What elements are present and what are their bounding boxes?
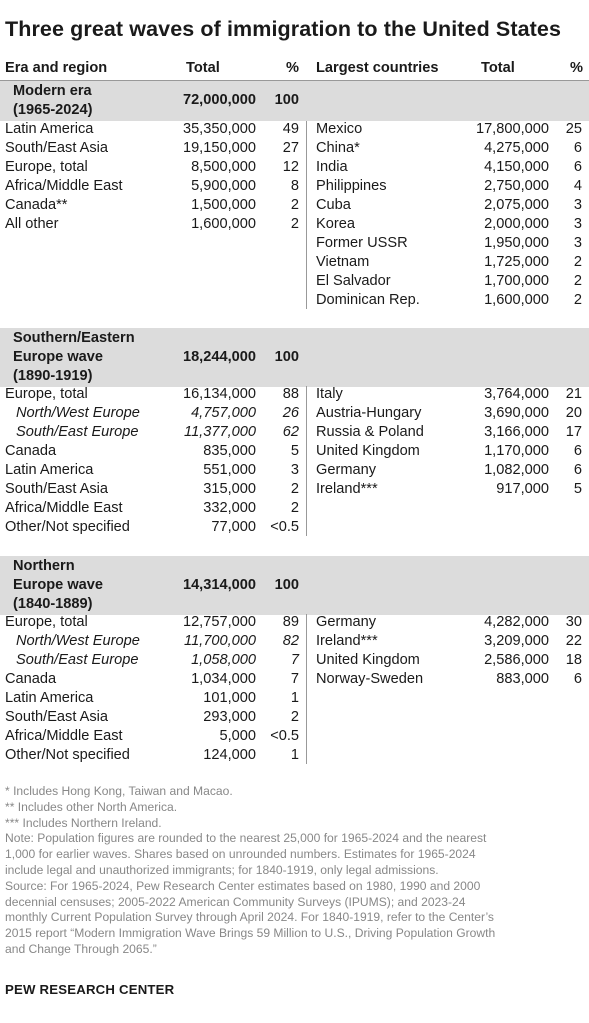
region-name: Europe, total: [5, 159, 88, 175]
country-total: 1,725,000: [484, 254, 549, 270]
country-name: Korea: [316, 216, 355, 232]
region-percent: <0.5: [270, 728, 299, 744]
country-total: 3,166,000: [484, 424, 549, 440]
footnote-line: 2015 report “Modern Immigration Wave Brings 59 Million to U.S., Driving Population Growth: [5, 926, 496, 941]
region-name: Africa/Middle East: [5, 500, 123, 516]
column-divider: [306, 614, 307, 764]
country-name: United Kingdom: [316, 652, 420, 668]
region-name: Europe, total: [5, 386, 88, 402]
region-total: 332,000: [203, 500, 256, 516]
section-label: (1965-2024): [13, 102, 93, 118]
country-percent: 6: [573, 671, 582, 687]
section-label: (1840-1889): [13, 596, 93, 612]
region-percent: 89: [282, 614, 299, 630]
country-percent: 4: [573, 178, 582, 194]
country-total: 1,082,000: [484, 462, 549, 478]
header-total-countries: Total: [481, 60, 515, 76]
country-name: Philippines: [316, 178, 387, 194]
region-name: Canada: [5, 443, 57, 459]
country-total: 883,000: [496, 671, 549, 687]
column-divider: [306, 121, 307, 309]
section-label: Southern/Eastern: [13, 330, 135, 346]
section-percent: 100: [274, 349, 299, 365]
region-total: 293,000: [203, 709, 256, 725]
region-percent: 26: [282, 405, 299, 421]
country-total: 3,690,000: [484, 405, 549, 421]
country-name: Vietnam: [316, 254, 370, 270]
region-percent: 12: [282, 159, 299, 175]
country-percent: 25: [565, 121, 582, 137]
section-total: 72,000,000: [182, 92, 256, 108]
region-name: Canada**: [5, 197, 68, 213]
region-percent: 2: [290, 197, 299, 213]
region-total: 8,500,000: [191, 159, 256, 175]
region-total: 19,150,000: [182, 140, 256, 156]
country-name: Germany: [316, 614, 377, 630]
page-title: Three great waves of immigration to the United States: [5, 17, 562, 41]
country-percent: 22: [565, 633, 582, 649]
section-total: 18,244,000: [182, 349, 256, 365]
country-percent: 3: [573, 216, 582, 232]
region-name: Europe, total: [5, 614, 88, 630]
source-brand: PEW RESEARCH CENTER: [5, 982, 175, 997]
country-name: United Kingdom: [316, 443, 420, 459]
country-total: 917,000: [496, 481, 549, 497]
region-name: Africa/Middle East: [5, 728, 123, 744]
section-percent: 100: [274, 92, 299, 108]
footnote-line: 1,000 for earlier waves. Shares based on unrounded numbers. Estimates for 1965-2024: [5, 847, 476, 862]
region-name: South/East Asia: [5, 481, 109, 497]
region-name: Canada: [5, 671, 57, 687]
region-percent: 3: [290, 462, 299, 478]
region-percent: 2: [290, 481, 299, 497]
country-total: 1,170,000: [484, 443, 549, 459]
region-total: 5,900,000: [191, 178, 256, 194]
header-largest-countries: Largest countries: [316, 60, 439, 76]
country-total: 3,209,000: [484, 633, 549, 649]
region-name: Africa/Middle East: [5, 178, 123, 194]
section-label: Europe wave: [13, 577, 104, 593]
country-total: 17,800,000: [475, 121, 549, 137]
country-total: 1,700,000: [484, 273, 549, 289]
country-name: Ireland***: [316, 481, 378, 497]
region-percent: 2: [290, 709, 299, 725]
section-label: Europe wave: [13, 349, 104, 365]
country-percent: 6: [573, 159, 582, 175]
country-total: 1,600,000: [484, 292, 549, 308]
region-total: 11,700,000: [184, 633, 256, 649]
region-name: All other: [5, 216, 59, 232]
footnote-line: Note: Population figures are rounded to the nearest 25,000 for 1965-2024 and the nearest: [5, 831, 487, 846]
country-name: India: [316, 159, 348, 175]
country-name: Russia & Poland: [316, 424, 424, 440]
region-total: 5,000: [219, 728, 256, 744]
region-total: 315,000: [203, 481, 256, 497]
region-percent: 8: [290, 178, 299, 194]
region-name: Latin America: [5, 121, 94, 137]
region-percent: 5: [290, 443, 299, 459]
section-percent: 100: [274, 577, 299, 593]
country-percent: 20: [565, 405, 582, 421]
header-era-region: Era and region: [5, 60, 108, 76]
column-divider: [306, 386, 307, 536]
country-name: Norway-Sweden: [316, 671, 424, 687]
country-total: 2,075,000: [484, 197, 549, 213]
region-name: South/East Asia: [5, 709, 109, 725]
region-percent: <0.5: [270, 519, 299, 535]
country-name: Mexico: [316, 121, 363, 137]
footnote-line: decennial censuses; 2005-2022 American Community Surveys (IPUMS); and 2023-24: [5, 894, 466, 909]
region-name: Other/Not specified: [5, 747, 130, 763]
country-percent: 2: [573, 292, 582, 308]
country-total: 2,586,000: [484, 652, 549, 668]
country-total: 1,950,000: [484, 235, 549, 251]
region-name: Latin America: [5, 462, 94, 478]
section-total: 14,314,000: [182, 577, 256, 593]
region-total: 35,350,000: [182, 121, 256, 137]
region-total: 1,600,000: [191, 216, 256, 232]
country-total: 4,150,000: [484, 159, 549, 175]
region-total: 551,000: [203, 462, 256, 478]
country-percent: 6: [573, 443, 582, 459]
region-percent: 1: [290, 690, 299, 706]
country-name: Cuba: [316, 197, 351, 213]
country-percent: 21: [565, 386, 582, 402]
country-percent: 18: [565, 652, 582, 668]
region-total: 1,500,000: [191, 197, 256, 213]
country-name: Former USSR: [316, 235, 408, 251]
footnote-line: * Includes Hong Kong, Taiwan and Macao.: [5, 784, 233, 798]
region-total: 835,000: [203, 443, 256, 459]
region-percent: 2: [290, 500, 299, 516]
country-percent: 2: [573, 273, 582, 289]
region-name: South/East Asia: [5, 140, 109, 156]
region-total: 12,757,000: [182, 614, 256, 630]
header-percent: %: [286, 60, 299, 76]
region-name: South/East Europe: [16, 652, 139, 668]
region-percent: 2: [290, 216, 299, 232]
region-name: North/West Europe: [16, 405, 140, 421]
region-percent: 27: [282, 140, 299, 156]
footnote-line: Source: For 1965-2024, Pew Research Center estimates based on 1980, 1990 and 2000: [5, 878, 481, 893]
country-total: 4,282,000: [484, 614, 549, 630]
country-name: Austria-Hungary: [316, 405, 422, 421]
region-percent: 82: [282, 633, 299, 649]
country-percent: 17: [565, 424, 582, 440]
country-percent: 3: [573, 235, 582, 251]
region-total: 11,377,000: [184, 424, 256, 440]
country-total: 2,000,000: [484, 216, 549, 232]
region-name: North/West Europe: [16, 633, 140, 649]
region-total: 101,000: [203, 690, 256, 706]
country-name: El Salvador: [316, 273, 391, 289]
region-percent: 7: [290, 671, 299, 687]
region-name: Other/Not specified: [5, 519, 130, 535]
footnote-line: monthly Current Population Survey through April 2024. For 1840-1919, refer to the Center’s: [5, 910, 494, 925]
header-total: Total: [186, 60, 220, 76]
country-percent: 3: [573, 197, 582, 213]
region-total: 1,058,000: [191, 652, 256, 668]
country-name: Ireland***: [316, 633, 378, 649]
region-percent: 88: [282, 386, 299, 402]
country-percent: 6: [573, 462, 582, 478]
region-total: 4,757,000: [191, 405, 256, 421]
region-name: Latin America: [5, 690, 94, 706]
country-percent: 6: [573, 140, 582, 156]
region-percent: 7: [290, 652, 299, 668]
section-label: Modern era: [13, 83, 92, 99]
country-percent: 2: [573, 254, 582, 270]
country-total: 4,275,000: [484, 140, 549, 156]
country-total: 2,750,000: [484, 178, 549, 194]
section-label: (1890-1919): [13, 368, 93, 384]
region-total: 1,034,000: [191, 671, 256, 687]
region-total: 124,000: [203, 747, 256, 763]
country-percent: 5: [573, 481, 582, 497]
country-total: 3,764,000: [484, 386, 549, 402]
country-percent: 30: [565, 614, 582, 630]
footnote-line: *** Includes Northern Ireland.: [5, 815, 162, 830]
region-name: South/East Europe: [16, 424, 139, 440]
footnote-line: and Change Through 2065.”: [5, 942, 157, 956]
country-name: Italy: [316, 386, 343, 402]
header-percent-countries: %: [570, 60, 583, 76]
region-total: 77,000: [211, 519, 256, 535]
region-percent: 49: [282, 121, 299, 137]
country-name: Germany: [316, 462, 377, 478]
footnote-line: ** Includes other North America.: [5, 799, 178, 814]
section-label: Northern: [13, 558, 75, 574]
region-total: 16,134,000: [182, 386, 256, 402]
region-percent: 1: [290, 747, 299, 763]
country-name: Dominican Rep.: [316, 292, 420, 308]
footnote-line: include legal and unauthorized immigrants; for 1840-1919, only legal admissions.: [5, 863, 439, 877]
region-percent: 62: [282, 424, 299, 440]
country-name: China*: [316, 140, 360, 156]
